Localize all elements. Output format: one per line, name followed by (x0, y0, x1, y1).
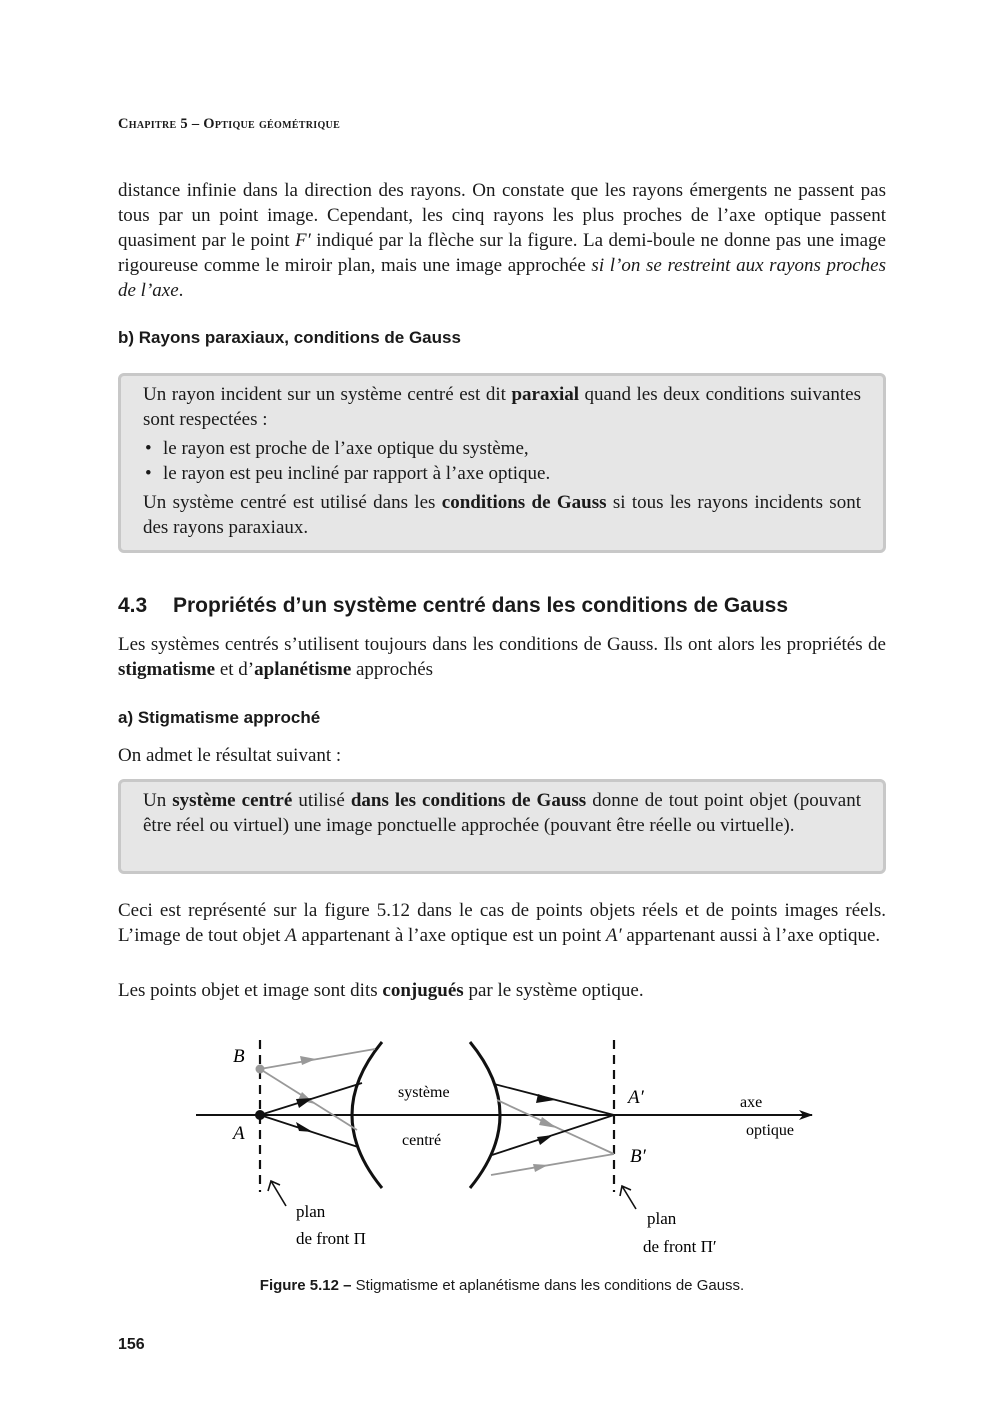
term-in-gauss-conditions: dans les conditions de Gauss (350, 790, 587, 811)
label-b: B (233, 1046, 245, 1067)
running-head: Chapitre 5 – Optique géométrique (118, 116, 341, 132)
box1-text-1: Un rayon incident sur un système centré est dit (143, 384, 512, 405)
box2-text-2: utilisé (292, 790, 351, 811)
caption-label: Figure 5.12 (259, 1277, 339, 1294)
label-centered: centré (402, 1132, 442, 1149)
conditions-list (143, 436, 861, 486)
subsection-b-heading: b) Rayons paraxiaux, conditions de Gauss (118, 328, 461, 347)
caption-separator: – (338, 1277, 356, 1294)
conj-text-2: par le système optique. (463, 980, 644, 1001)
point-a-dot (255, 1110, 265, 1120)
label-system: système (398, 1084, 450, 1101)
point-a-prime: A′ (605, 925, 622, 946)
section-intro-paragraph (118, 632, 886, 682)
admit-paragraph: On admet le résultat suivant : (118, 745, 342, 766)
label-plane-right-1: plan (647, 1209, 677, 1228)
fig-para-text-3: appartenant aussi à l’axe optique. (621, 925, 881, 946)
term-gauss-conditions: conditions de Gauss (441, 492, 607, 513)
term-stigmatisme: stigmatisme (118, 659, 216, 680)
fig-para-text-1: Ceci est représenté sur la figure 5.12 dans le cas de points objets réels et de points images réels. L’image de tout objet (118, 900, 886, 946)
box1-text-2: quand les deux conditions suivantes sont respectées : (143, 384, 861, 430)
section-title: Propriétés d’un système centré dans les conditions de Gauss (173, 594, 789, 617)
box1-text-4: si tous les rayons incidents sont des rayons paraxiaux. (143, 492, 861, 538)
intro-text-1: distance infinie dans la direction des rayons. On constate que les rayons émergents ne passent pas tous par un point image. Cependant, les cinq rayons les plus proches de l’axe optique passent quasiment par le point (118, 180, 886, 251)
label-a: A (233, 1123, 245, 1144)
caption-text: Stigmatisme et aplanétisme dans les conditions de Gauss. (355, 1277, 745, 1294)
label-optical: optique (746, 1122, 794, 1139)
result-box-stigmatism (118, 779, 886, 874)
list-item: • le rayon est proche de l’axe optique du système, (143, 436, 861, 461)
definition-box-paraxial (118, 373, 886, 553)
section-heading-4-3 (118, 594, 788, 618)
box1-paragraph-2 (143, 490, 861, 540)
point-b-dot (256, 1065, 265, 1074)
box2-paragraph (143, 788, 861, 838)
section-intro-text-1: Les systèmes centrés s’utilisent toujours dans les conditions de Gauss. Ils ont alors les propriétés de (118, 634, 886, 655)
section-number: 4.3 (118, 594, 148, 617)
point-f-prime: F′ (295, 230, 311, 251)
point-a: A (285, 925, 297, 946)
conjugate-paragraph (118, 978, 886, 1003)
figure-reference-paragraph (118, 898, 886, 948)
optical-system-figure (0, 1020, 1004, 1270)
term-conjugues: conjugués (382, 980, 464, 1001)
fig-para-text-2: appartenant à l’axe optique est un point (296, 925, 606, 946)
intro-italic: si l’on se restreint aux rayons proches de l’axe (118, 255, 886, 301)
box1-paragraph-1 (143, 382, 861, 432)
box1-text-3: Un système centré est utilisé dans les (143, 492, 442, 513)
figure-caption (0, 1277, 1004, 1294)
grey-rays-from-b (260, 1049, 614, 1175)
page-number: 156 (118, 1336, 145, 1353)
conj-text-1: Les points objet et image sont dits (118, 980, 383, 1001)
label-plane-left-2: de front Π (296, 1229, 366, 1248)
label-axis: axe (740, 1094, 763, 1111)
box2-text-1: Un (143, 790, 173, 811)
term-aplanetisme: aplanétisme (254, 659, 352, 680)
label-b-prime: B′ (630, 1146, 646, 1167)
label-plane-right-2: de front Π′ (643, 1237, 717, 1256)
intro-paragraph (118, 178, 886, 303)
list-item: • le rayon est peu incliné par rapport à l’axe optique. (143, 461, 861, 486)
section-intro-text-3: approchés (351, 659, 434, 680)
term-paraxial: paraxial (511, 384, 579, 405)
box2-text-3: donne de tout point objet (pouvant être réel ou virtuel) une image ponctuelle approchée (pouvant être réelle ou virtuelle). (143, 790, 861, 836)
intro-end: . (178, 280, 184, 301)
label-a-prime: A′ (628, 1087, 644, 1108)
term-centered-system: système centré (172, 790, 293, 811)
subsection-a-heading: a) Stigmatisme approché (118, 708, 321, 727)
intro-text-2: indiqué par la flèche sur la figure. La demi-boule ne donne pas une image rigoureuse comme le miroir plan, mais une image approchée (118, 230, 886, 276)
label-plane-left-1: plan (296, 1202, 326, 1221)
section-intro-text-2: et d’ (215, 659, 255, 680)
